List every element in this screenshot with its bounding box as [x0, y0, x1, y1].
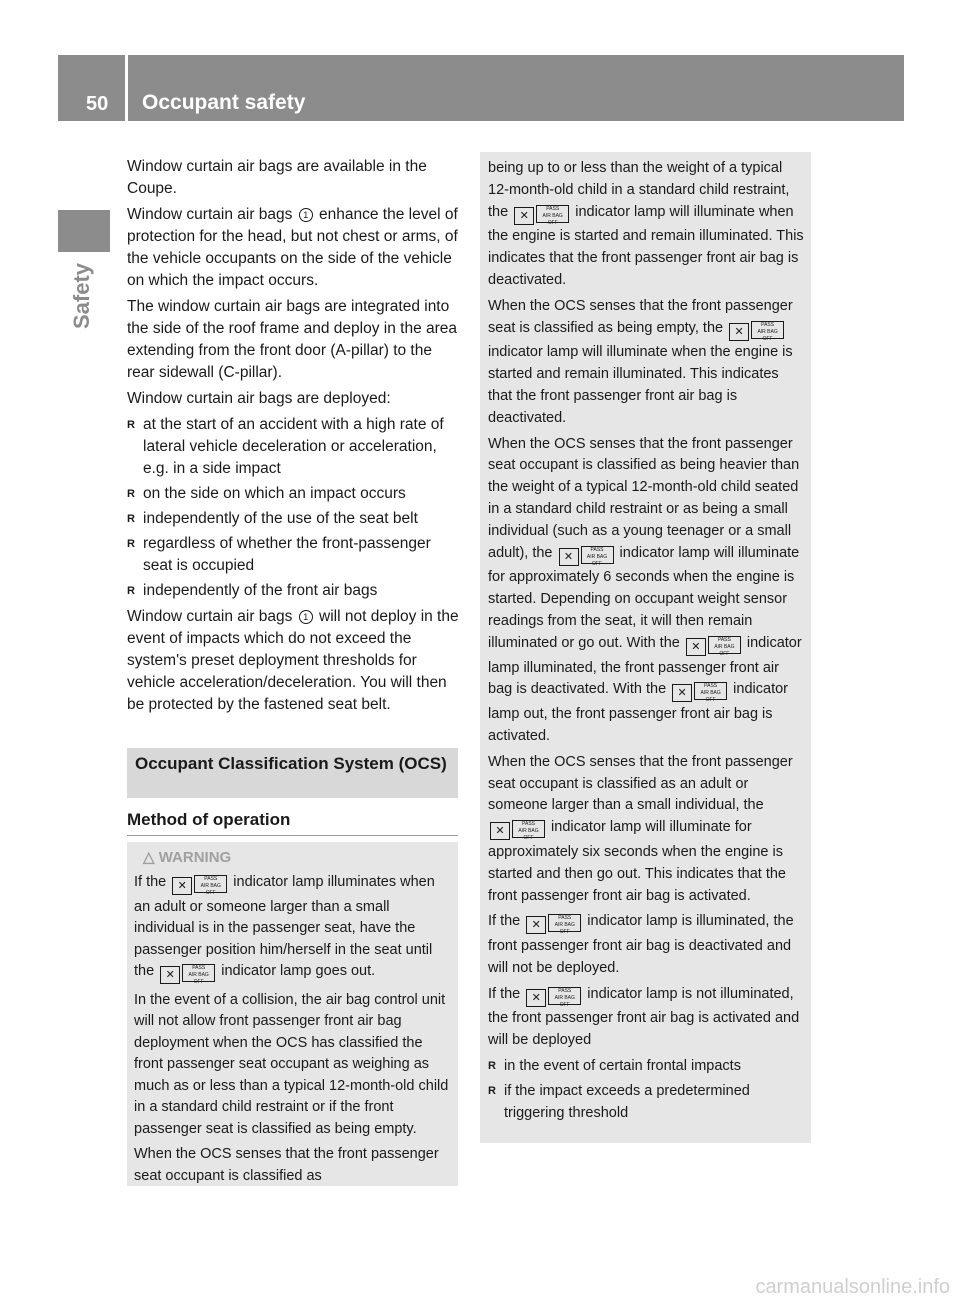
warning-body	[134, 872, 452, 1191]
list-item: R on the side on which an impact occurs	[127, 483, 460, 505]
right-column	[488, 158, 806, 1128]
warning-title: △ WARNING	[143, 849, 232, 866]
list-item: R if the impact exceeds a predetermined triggering threshold	[488, 1081, 806, 1125]
pass-airbag-off-lamp-icon: ✕PASS AIR BAG OFF	[490, 820, 545, 842]
side-label: Safety	[69, 262, 94, 330]
pass-airbag-off-lamp-icon: ✕PASS AIR BAG OFF	[172, 875, 227, 897]
pass-airbag-off-lamp-icon: ✕PASS AIR BAG OFF	[514, 205, 569, 227]
section-heading: Occupant Classification System (OCS)	[127, 748, 458, 798]
paragraph: Window curtain air bags 1 will not deploy in the event of impacts which do not exceed the system's preset deployment thresholds for vehicle acceleration/deceleration. You will then be protected by the fastened seat belt.	[127, 608, 459, 713]
page-number: 50	[86, 93, 109, 115]
pass-airbag-off-lamp-icon: ✕PASS AIR BAG OFF	[160, 964, 215, 986]
paragraph: If the ✕PASS AIR BAG OFF indicator lamp is not illuminated, the front passenger front air bag is activated and will be deployed	[488, 985, 800, 1049]
header-divider	[125, 55, 128, 121]
warning-triangle-icon: △	[143, 849, 155, 866]
paragraph: Window curtain air bags 1 enhance the level of protection for the head, but not chest or arms, of the vehicle occupants on the side of the vehicle on which the impact occurs.	[127, 206, 458, 289]
pass-airbag-off-lamp-icon: ✕PASS AIR BAG OFF	[559, 546, 614, 568]
list-item: R regardless of whether the front-passenger seat is occupied	[127, 533, 460, 577]
bullet-list	[488, 1056, 806, 1124]
paragraph: In the event of a collision, the air bag control unit will not allow front passenger front air bag deployment when the OCS has classified the front passenger seat occupant as weighing as much as or less than a typical 12-month-old child in a standard child restraint or if the front passenger seat is classified as being empty.	[134, 991, 449, 1137]
paragraph: Window curtain air bags are available in the Coupe.	[127, 158, 427, 197]
list-item: R in the event of certain frontal impacts	[488, 1056, 806, 1078]
section-title: Occupant safety	[142, 91, 306, 114]
paragraph: When the OCS senses that the front passenger seat occupant is classified as	[134, 1146, 439, 1184]
callout-1-icon: 1	[299, 208, 313, 222]
list-item: R independently of the front air bags	[127, 580, 460, 602]
paragraph: The window curtain air bags are integrated into the side of the roof frame and deploy in the area extending from the front door (A-pillar) to the rear sidewall (C-pillar).	[127, 298, 458, 381]
pass-airbag-off-lamp-icon: ✕PASS AIR BAG OFF	[526, 987, 581, 1009]
pass-airbag-off-lamp-icon: ✕PASS AIR BAG OFF	[686, 636, 741, 658]
paragraph: When the OCS senses that the front passenger seat occupant is classified as an adult or someone larger than a small individual, the ✕PASS AIR BAG OFF indicator lamp will illuminate for approximately six seconds when the engine is started and then go out. This indicates that the front passenger front air bag is activated.	[488, 753, 793, 904]
paragraph: When the OCS senses that the front passenger seat is classified as being empty, the ✕PASS AIR BAG OFF indicator lamp will illuminate when the engine is started and remain illuminated. This indicates that the front passenger front air bag is deactivated.	[488, 297, 793, 426]
left-column	[127, 156, 460, 720]
paragraph: When the OCS senses that the front passenger seat occupant is classified as being heavier than the weight of a typical 12-month-old child seated in a standard child restraint or as being a small individual (such as a young teenager or a small adult), the ✕PASS AIR BAG OFF indicator lamp will illuminate for approximately 6 seconds when the engine is started. Depending on occupant weight sensor readings from the seat, it will then remain illuminated or go out. With the ✕PASS AIR BAG OFF indicator lamp illuminated, the front passenger front air bag is deactivated. With the ✕PASS AIR BAG OFF indicator lamp out, the front passenger front air bag is activated.	[488, 435, 802, 744]
subheading: Method of operation	[127, 810, 458, 836]
paragraph: If the ✕PASS AIR BAG OFF indicator lamp illuminates when an adult or someone larger than a small individual is in the passenger seat, have the passenger position him/herself in the seat until the ✕PASS AIR BAG OFF indicator lamp goes out.	[134, 874, 435, 985]
list-item: R independently of the use of the seat belt	[127, 508, 460, 530]
paragraph: If the ✕PASS AIR BAG OFF indicator lamp is illuminated, the front passenger front air bag is deactivated and will not be deployed.	[488, 913, 794, 976]
side-tab	[58, 210, 110, 252]
pass-airbag-off-lamp-icon: ✕PASS AIR BAG OFF	[526, 914, 581, 936]
bullet-list	[127, 414, 460, 602]
watermark: carmanualsonline.info	[755, 1276, 950, 1298]
callout-1-icon: 1	[299, 610, 313, 624]
list-item: R at the start of an accident with a high rate of lateral vehicle deceleration or acceleration, e.g. in a side impact	[127, 414, 460, 480]
pass-airbag-off-lamp-icon: ✕PASS AIR BAG OFF	[672, 682, 727, 704]
paragraph: Window curtain air bags are deployed:	[127, 390, 391, 407]
paragraph: being up to or less than the weight of a typical 12-month-old child in a standard child restraint, the ✕PASS AIR BAG OFF indicator lamp will illuminate when the engine is started and remain illuminated. This indicates that the front passenger front air bag is deactivated.	[488, 160, 804, 288]
pass-airbag-off-lamp-icon: ✕PASS AIR BAG OFF	[729, 321, 784, 343]
